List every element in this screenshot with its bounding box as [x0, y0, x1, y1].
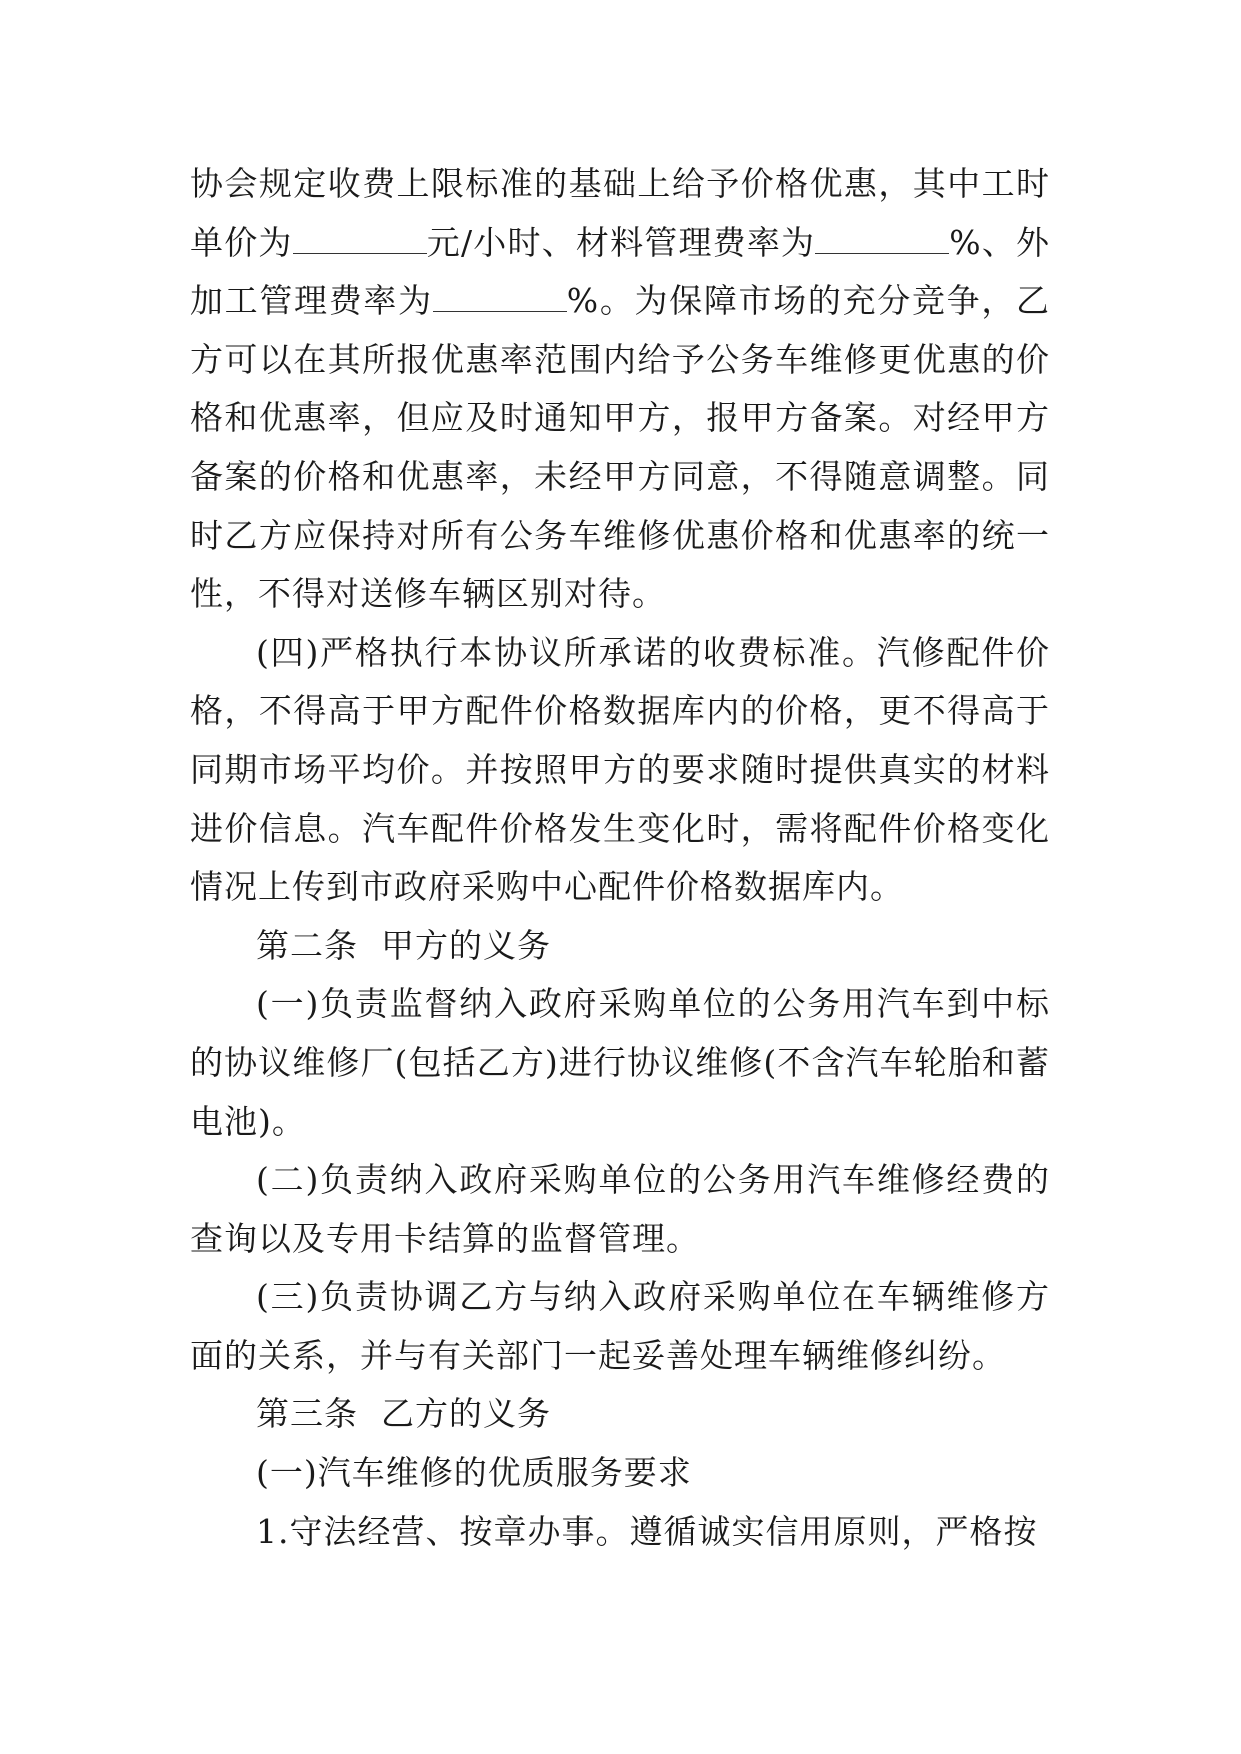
paragraph-pricing [190, 155, 1050, 624]
article-3-heading: 第三条 乙方的义务 [256, 1394, 551, 1434]
article-2-heading: 第二条 甲方的义务 [256, 925, 551, 965]
paragraph-fee-standard: (四)严格执行本协议所承诺的收费标准。汽修配件价格，不得高于甲方配件价格数据库内的价格，更不得高于同期市场平均价。并按照甲方的要求随时提供真实的材料进价信息。汽车配件价格发生变化时，需将配件价格变化情况上传到市政府采购中心配件价格数据库内。 [190, 632, 1050, 907]
paragraph-pricing-part-1: 协会规定收费上限标准的基础上给予价格优惠，其中工时单价为 [190, 164, 1050, 262]
paragraph-party-b-item-1: 1.守法经营、按章办事。遵循诚实信用原则，严格按 [256, 1511, 1038, 1551]
paragraph-party-a-duty-2: (二)负责纳入政府采购单位的公务用汽车维修经费的查询以及专用卡结算的监督管理。 [190, 1160, 1050, 1258]
processing-fee-rate-blank [433, 281, 567, 312]
paragraph-party-b-duty-1: (一)汽车维修的优质服务要求 [256, 1453, 692, 1493]
paragraph-party-a-duty-1: (一)负责监督纳入政府采购单位的公务用汽车到中标的协议维修厂(包括乙方)进行协议维修(不含汽车轮胎和蓄电池)。 [190, 984, 1050, 1141]
paragraph-pricing-part-4: %。为保障市场的充分竞争，乙方可以在其所报优惠率范围内给予公务车维修更优惠的价格和优惠率，但应及时通知甲方，报甲方备案。对经甲方备案的价格和优惠率，未经甲方同意，不得随意调整。同时乙方应保持对所有公务车维修优惠价格和优惠率的统一性，不得对送修车辆区别对待。 [190, 281, 1051, 614]
paragraph-pricing-part-2: 元/小时、材料管理费率为 [426, 222, 816, 262]
hourly-rate-blank [293, 223, 427, 254]
material-fee-rate-blank [815, 223, 949, 254]
document-body [190, 155, 1050, 1561]
paragraph-party-a-duty-3: (三)负责协调乙方与纳入政府采购单位在车辆维修方面的关系，并与有关部门一起妥善处理车辆维修纠纷。 [190, 1277, 1050, 1375]
paragraph-pricing-part-3: %、外加工管理费率为 [190, 222, 1051, 321]
